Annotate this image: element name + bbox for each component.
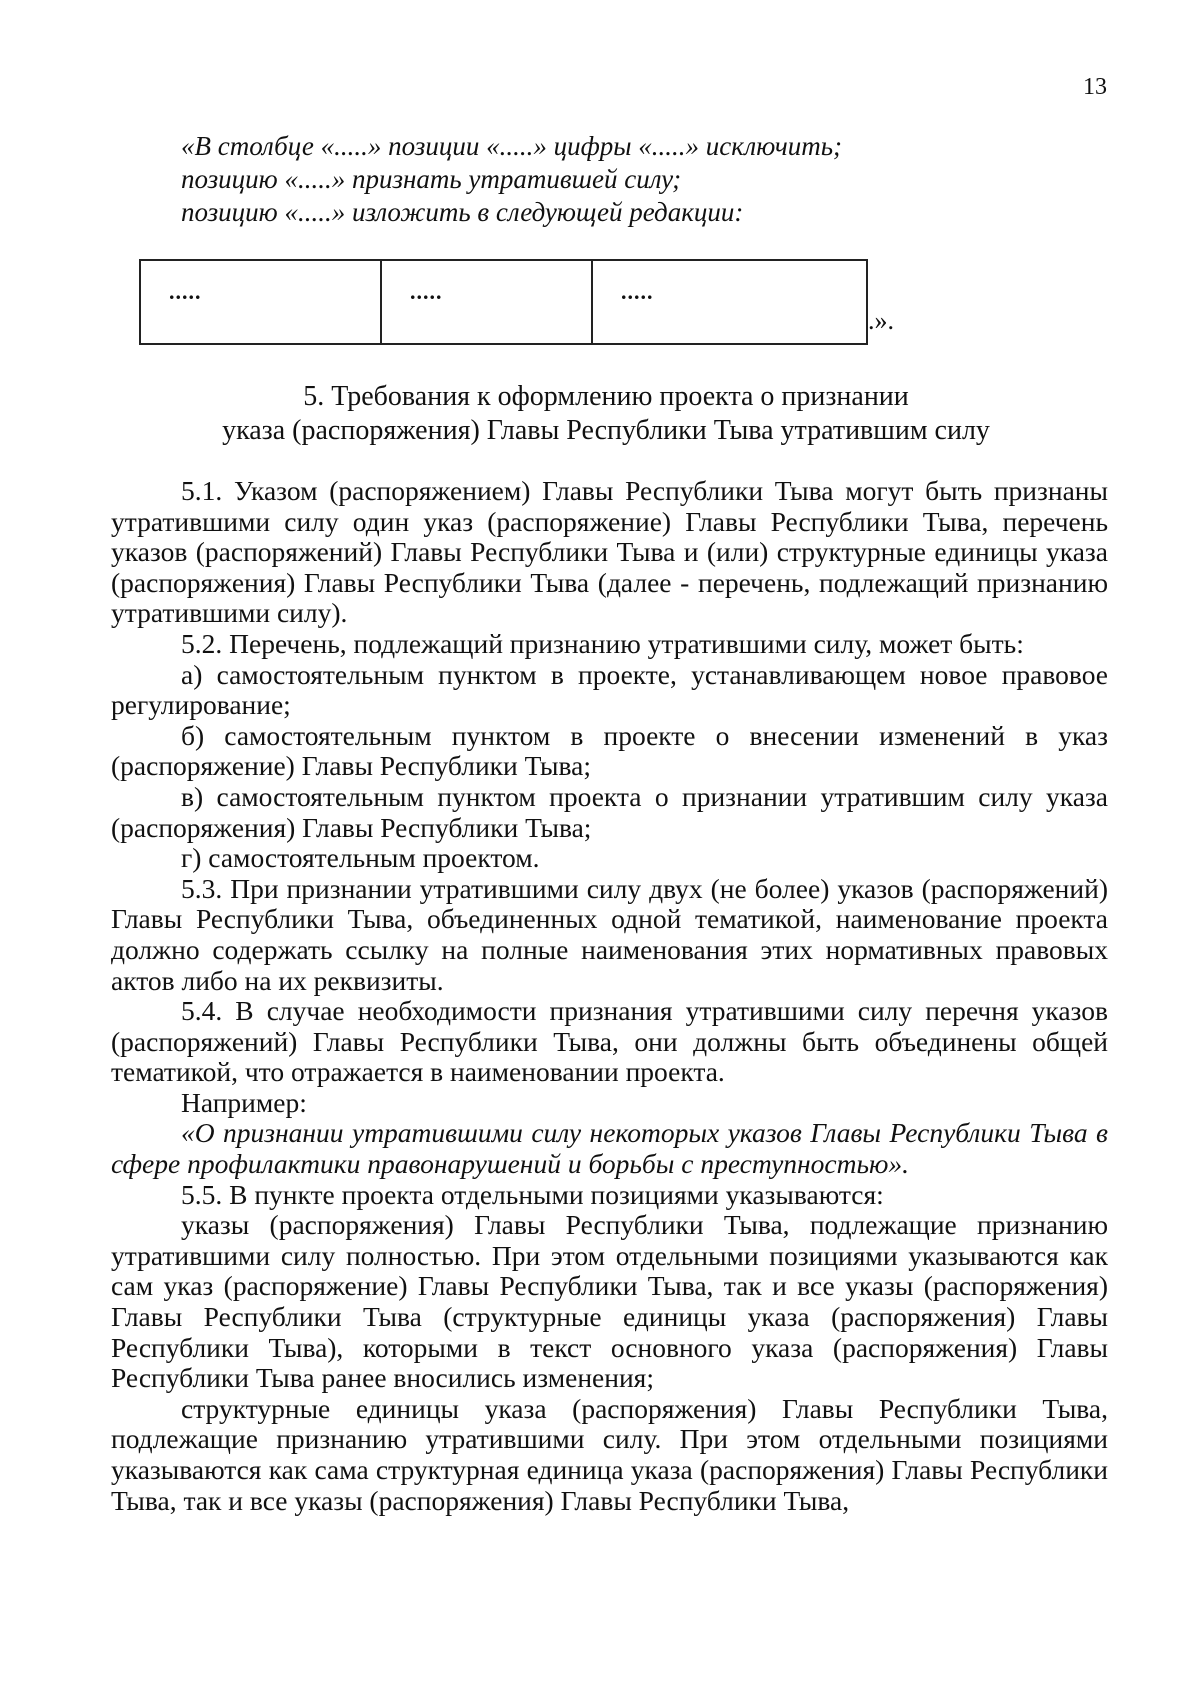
table-cell: ..... — [381, 260, 592, 344]
paragraph: структурные единицы указа (распоряжения) Главы Республики Тыва, подлежащие признанию утратившими силу. При этом отдельными позициями указываются как сама структурная единица указа (распоряжения) Главы Республики Тыва, так и все указы (распоряжения) Главы Республики Тыва, — [111, 1392, 1108, 1516]
paragraph: а) самостоятельным пунктом в проекте, устанавливающем новое правовое регулирование; — [111, 658, 1108, 721]
paragraph: Например: — [181, 1086, 307, 1118]
intro-block — [181, 130, 842, 229]
intro-line: позицию «.....» признать утратившей силу; — [181, 164, 682, 194]
document-body — [111, 476, 1108, 1516]
heading-line: 5. Требования к оформлению проекта о признании — [303, 381, 909, 412]
paragraph: 5.3. При признании утратившими силу двух (не более) указов (распоряжений) Главы Республики Тыва, объединенных одной тематикой, наименование проекта должно содержать ссылку на полные наименования этих нормативных правовых актов либо на их реквизиты. — [111, 872, 1108, 996]
paragraph: в) самостоятельным пунктом проекта о признании утратившим силу указа (распоряжения) Главы Республики Тыва; — [111, 780, 1108, 843]
paragraph: 5.4. В случае необходимости признания утратившими силу перечня указов (распоряжений) Главы Республики Тыва, они должны быть объединены общей тематикой, что отражается в наименовании проекта. — [111, 995, 1108, 1088]
table-cell: ..... — [592, 260, 867, 344]
paragraph: г) самостоятельным проектом. — [181, 842, 540, 874]
section-heading — [0, 380, 1200, 448]
paragraph: указы (распоряжения) Главы Республики Тыва, подлежащие признанию утратившими силу полностью. При этом отдельными позициями указываются как сам указ (распоряжение) Главы Республики Тыва, так и все указы (распоряжения) Главы Республики Тыва (структурные единицы указа (распоряжения) Главы Республики Тыва), которыми в текст основного указа (распоряжения) Главы Республики Тыва ранее вносились изменения; — [111, 1209, 1108, 1394]
table-closing-quote: .». — [868, 306, 894, 335]
table-cell: ..... — [140, 260, 381, 344]
paragraph: 5.2. Перечень, подлежащий признанию утратившими силу, может быть: — [181, 627, 1024, 659]
heading-line: указа (распоряжения) Главы Республики Тыва утратившим силу — [222, 415, 990, 446]
paragraph: 5.1. Указом (распоряжением) Главы Республики Тыва могут быть признаны утратившими силу один указ (распоряжение) Главы Республики Тыва, перечень указов (распоряжений) Главы Республики Тыва и (или) структурные единицы указа (распоряжения) Главы Республики Тыва (далее - перечень, подлежащий признанию утратившими силу). — [111, 475, 1108, 629]
intro-line: позицию «.....» изложить в следующей редакции: — [181, 197, 744, 227]
paragraph: б) самостоятельным пунктом в проекте о внесении изменений в указ (распоряжение) Главы Республики Тыва; — [111, 719, 1108, 782]
intro-line: «В столбце «.....» позиции «.....» цифры «.....» исключить; — [181, 131, 843, 161]
sample-table — [139, 259, 868, 345]
example-paragraph: «О признании утратившими силу некоторых указов Главы Республики Тыва в сфере профилактики правонарушений и борьбы с преступностью». — [111, 1117, 1108, 1180]
table-row — [140, 260, 867, 344]
paragraph: 5.5. В пункте проекта отдельными позициями указываются: — [181, 1178, 884, 1210]
page-number: 13 — [1083, 74, 1107, 100]
